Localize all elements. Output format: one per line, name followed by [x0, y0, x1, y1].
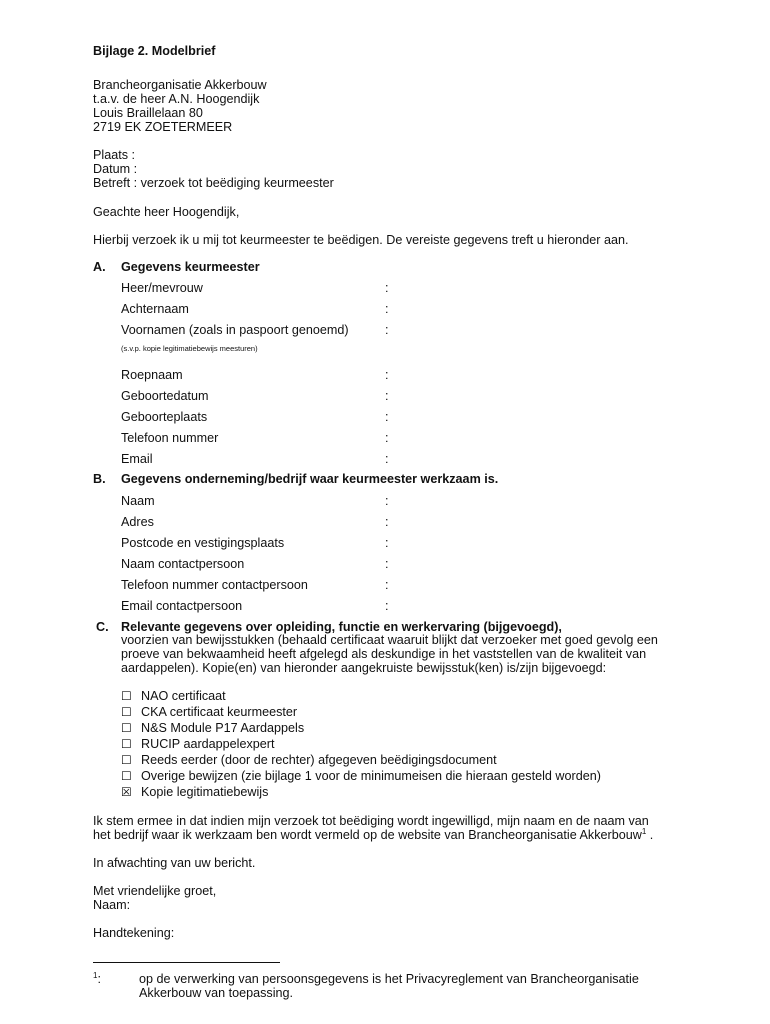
address-line: t.a.v. de heer A.N. Hoogendijk	[93, 92, 260, 106]
field-colon: :	[385, 368, 389, 382]
checklist-label: CKA certificaat keurmeester	[141, 705, 298, 719]
field-colon: :	[385, 302, 389, 316]
field-birthdate-label: Geboortedatum	[121, 389, 209, 403]
checklist-item[interactable]	[121, 769, 601, 783]
checklist-label: Overige bewijzen (zie bijlage 1 voor de minimumeisen die hieraan gesteld worden)	[141, 769, 601, 783]
footnote-marker-suffix: :	[97, 972, 101, 986]
field-colon: :	[385, 599, 389, 613]
consent-line: Ik stem ermee in dat indien mijn verzoek tot beëdiging wordt ingewilligd, mijn naam en de naam van	[93, 814, 649, 828]
field-email-label: Email	[121, 452, 153, 466]
section-b-letter: B.	[93, 472, 106, 486]
id-copy-note: (s.v.p. kopie legitimatiebewijs meesturen)	[121, 344, 258, 353]
checkbox[interactable]: ☐	[121, 737, 132, 751]
address-line: Brancheorganisatie Akkerbouw	[93, 78, 267, 92]
checkbox[interactable]: ☐	[121, 769, 132, 783]
section-c-body-line: proeve van bekwaamheid heeft afgelegd als deskundige in het vaststellen van de kwaliteit van	[121, 647, 647, 661]
checklist-label: Reeds eerder (door de rechter) afgegeven beëdigingsdocument	[141, 753, 497, 767]
consent-line-end: .	[646, 828, 654, 842]
checklist-item[interactable]	[121, 705, 297, 719]
checklist-item[interactable]	[121, 721, 304, 735]
field-company-name-label: Naam	[121, 494, 155, 508]
footnote-line: Akkerbouw van toepassing.	[139, 986, 294, 1000]
field-colon: :	[385, 431, 389, 445]
signature-label: Handtekening:	[93, 926, 175, 940]
section-c-body-line: voorzien van bewijsstukken (behaald certificaat waaruit blijkt dat verzoeker met goed gevolg een	[121, 633, 658, 647]
field-contact-email-label: Email contactpersoon	[121, 599, 243, 613]
intro-text: Hierbij verzoek ik u mij tot keurmeester te beëdigen. De vereiste gegevens treft u hieronder aan.	[93, 233, 629, 247]
waiting-text: In afwachting van uw bericht.	[93, 856, 256, 870]
closing-name: Naam:	[93, 898, 131, 912]
footnote-line: op de verwerking van persoonsgegevens is het Privacyreglement van Brancheorganisatie	[139, 972, 639, 986]
address-line: Louis Braillelaan 80	[93, 106, 203, 120]
section-a-letter: A.	[93, 260, 106, 274]
field-colon: :	[385, 536, 389, 550]
footnote-ref[interactable]: 1	[641, 827, 647, 836]
field-phone-label: Telefoon nummer	[121, 431, 219, 445]
closing-greeting: Met vriendelijke groet,	[93, 884, 217, 898]
address-line: 2719 EK ZOETERMEER	[93, 120, 233, 134]
footnote-divider	[93, 962, 280, 963]
field-colon: :	[385, 323, 389, 337]
document-heading: Bijlage 2. Modelbrief	[93, 44, 216, 58]
footnote-number: 1	[93, 971, 98, 980]
field-colon: :	[385, 494, 389, 508]
field-postcode-label: Postcode en vestigingsplaats	[121, 536, 285, 550]
section-b-title: Gegevens onderneming/bedrijf waar keurmeester werkzaam is.	[121, 472, 499, 486]
field-colon: :	[385, 515, 389, 529]
checklist-label: NAO certificaat	[141, 689, 226, 703]
checkbox[interactable]: ☐	[121, 721, 132, 735]
consent-line-text: het bedrijf waar ik werkzaam ben wordt vermeld op de website van Brancheorganisatie Akkerbouw	[93, 828, 642, 842]
checklist-item[interactable]	[121, 689, 226, 703]
field-colon: :	[385, 578, 389, 592]
checklist-item[interactable]	[121, 753, 497, 767]
checklist-item[interactable]	[121, 737, 274, 751]
section-c-letter: C.	[96, 620, 109, 634]
checklist-label: Kopie legitimatiebewijs	[141, 785, 269, 799]
field-contact-name-label: Naam contactpersoon	[121, 557, 245, 571]
checkbox[interactable]: ☒	[121, 785, 132, 799]
checklist-label: N&S Module P17 Aardappels	[141, 721, 305, 735]
checklist-item[interactable]	[121, 785, 268, 799]
field-colon: :	[385, 281, 389, 295]
checkbox[interactable]: ☐	[121, 689, 132, 703]
field-colon: :	[385, 410, 389, 424]
consent-line-2	[93, 828, 653, 842]
field-callname-label: Roepnaam	[121, 368, 183, 382]
checkbox[interactable]: ☐	[121, 753, 132, 767]
field-lastname-label: Achternaam	[121, 302, 189, 316]
section-c-title: Relevante gegevens over opleiding, functie en werkervaring (bijgevoegd),	[121, 620, 562, 634]
subject-line: Betreft : verzoek tot beëdiging keurmeester	[93, 176, 334, 190]
field-colon: :	[385, 452, 389, 466]
checkbox[interactable]: ☐	[121, 705, 132, 719]
checklist-label: RUCIP aardappelexpert	[141, 737, 275, 751]
field-colon: :	[385, 557, 389, 571]
date-line: Datum :	[93, 162, 138, 176]
field-firstnames-label: Voornamen (zoals in paspoort genoemd)	[121, 323, 349, 337]
field-colon: :	[385, 389, 389, 403]
field-contact-phone-label: Telefoon nummer contactpersoon	[121, 578, 308, 592]
place-line: Plaats :	[93, 148, 135, 162]
field-salutation-label: Heer/mevrouw	[121, 281, 203, 295]
footnote-marker	[93, 972, 101, 986]
section-a-title: Gegevens keurmeester	[121, 260, 260, 274]
field-birthplace-label: Geboorteplaats	[121, 410, 208, 424]
salutation: Geachte heer Hoogendijk,	[93, 205, 240, 219]
field-address-label: Adres	[121, 515, 154, 529]
section-c-body-line: aardappelen). Kopie(en) van hieronder aangekruiste bewijsstuk(ken) is/zijn bijgevoegd:	[121, 661, 607, 675]
